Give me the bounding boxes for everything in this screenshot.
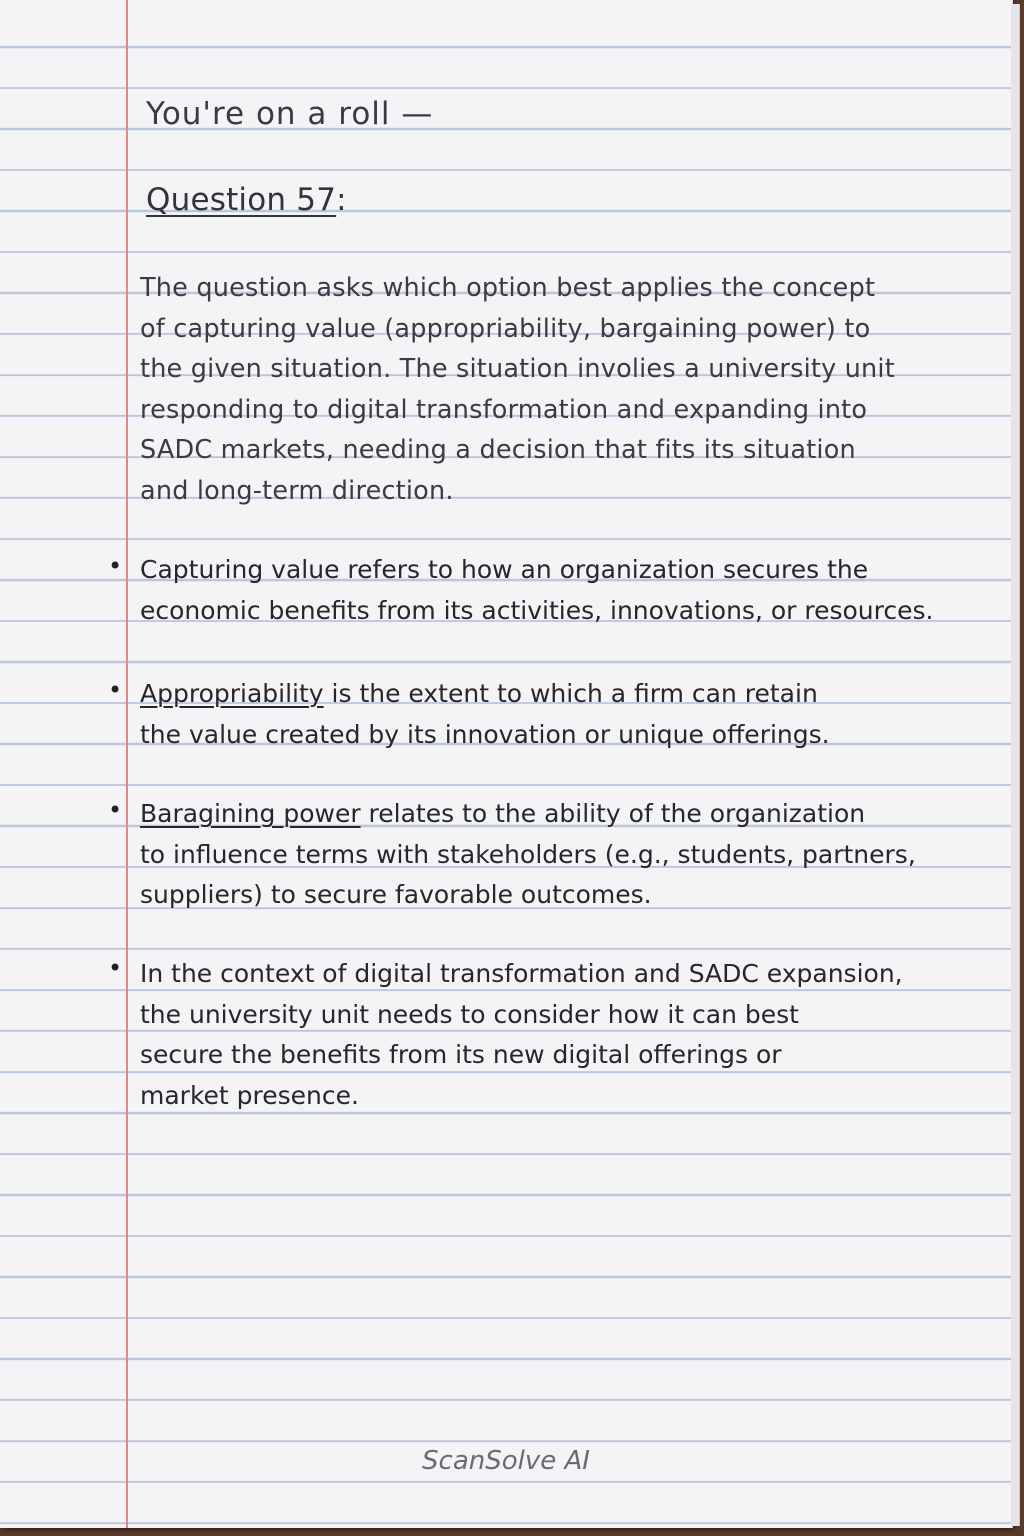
bullet-line-rest: is the extent to which a firm can retain bbox=[323, 679, 818, 708]
question-colon: : bbox=[336, 182, 347, 218]
margin-line bbox=[126, 0, 128, 1528]
intro-line: and long-term direction. bbox=[140, 475, 454, 506]
intro-line: The question asks which option best applies the concept bbox=[140, 273, 876, 303]
bullet-line: market presence. bbox=[140, 1080, 359, 1110]
page-edge bbox=[1011, 4, 1020, 1526]
term-bargaining-power: Baragining power bbox=[140, 799, 361, 828]
bullet-line bbox=[140, 794, 916, 835]
bullet-line: the value created by its innovation or unique offerings. bbox=[140, 719, 830, 749]
question-title bbox=[146, 182, 347, 218]
bullet-line: to influence terms with stakeholders (e.g., students, partners, bbox=[140, 839, 916, 869]
bullet-line: In the context of digital transformation and SADC expansion, bbox=[140, 959, 903, 988]
question-label: Question 57 bbox=[146, 182, 337, 218]
bullet-line: Capturing value refers to how an organization secures the bbox=[140, 555, 869, 584]
bullet-dot: • bbox=[108, 796, 123, 824]
intro-line: responding to digital transformation and expanding into bbox=[140, 394, 868, 425]
intro-line: the given situation. The situation involies a university unit bbox=[140, 354, 895, 385]
intro-paragraph bbox=[140, 268, 895, 512]
bullet-line: economic benefits from its activities, innovations, or resources. bbox=[140, 595, 934, 625]
bullet-line: suppliers) to secure favorable outcomes. bbox=[140, 880, 652, 910]
bullet-line: secure the benefits from its new digital offerings or bbox=[140, 1040, 782, 1070]
bullet-bargaining-power bbox=[140, 794, 916, 916]
greeting-text: You're on a roll — bbox=[146, 96, 434, 132]
bullet-context bbox=[140, 954, 903, 1116]
term-appropriability: Appropriability bbox=[140, 679, 324, 708]
bullet-dot: • bbox=[108, 552, 123, 580]
bullet-capturing-value bbox=[140, 550, 933, 631]
bullet-appropriability bbox=[140, 674, 830, 755]
intro-line: SADC markets, needing a decision that fits its situation bbox=[140, 435, 856, 466]
bullet-dot: • bbox=[108, 954, 123, 982]
bullet-dot: • bbox=[108, 676, 123, 704]
bullet-line: the university unit needs to consider how it can best bbox=[140, 999, 799, 1029]
intro-line: of capturing value (appropriability, bargaining power) to bbox=[140, 313, 871, 344]
bullet-line bbox=[140, 674, 830, 715]
footer-brand: ScanSolve AI bbox=[422, 1446, 590, 1476]
bullet-line-rest: relates to the ability of the organization bbox=[360, 799, 866, 828]
